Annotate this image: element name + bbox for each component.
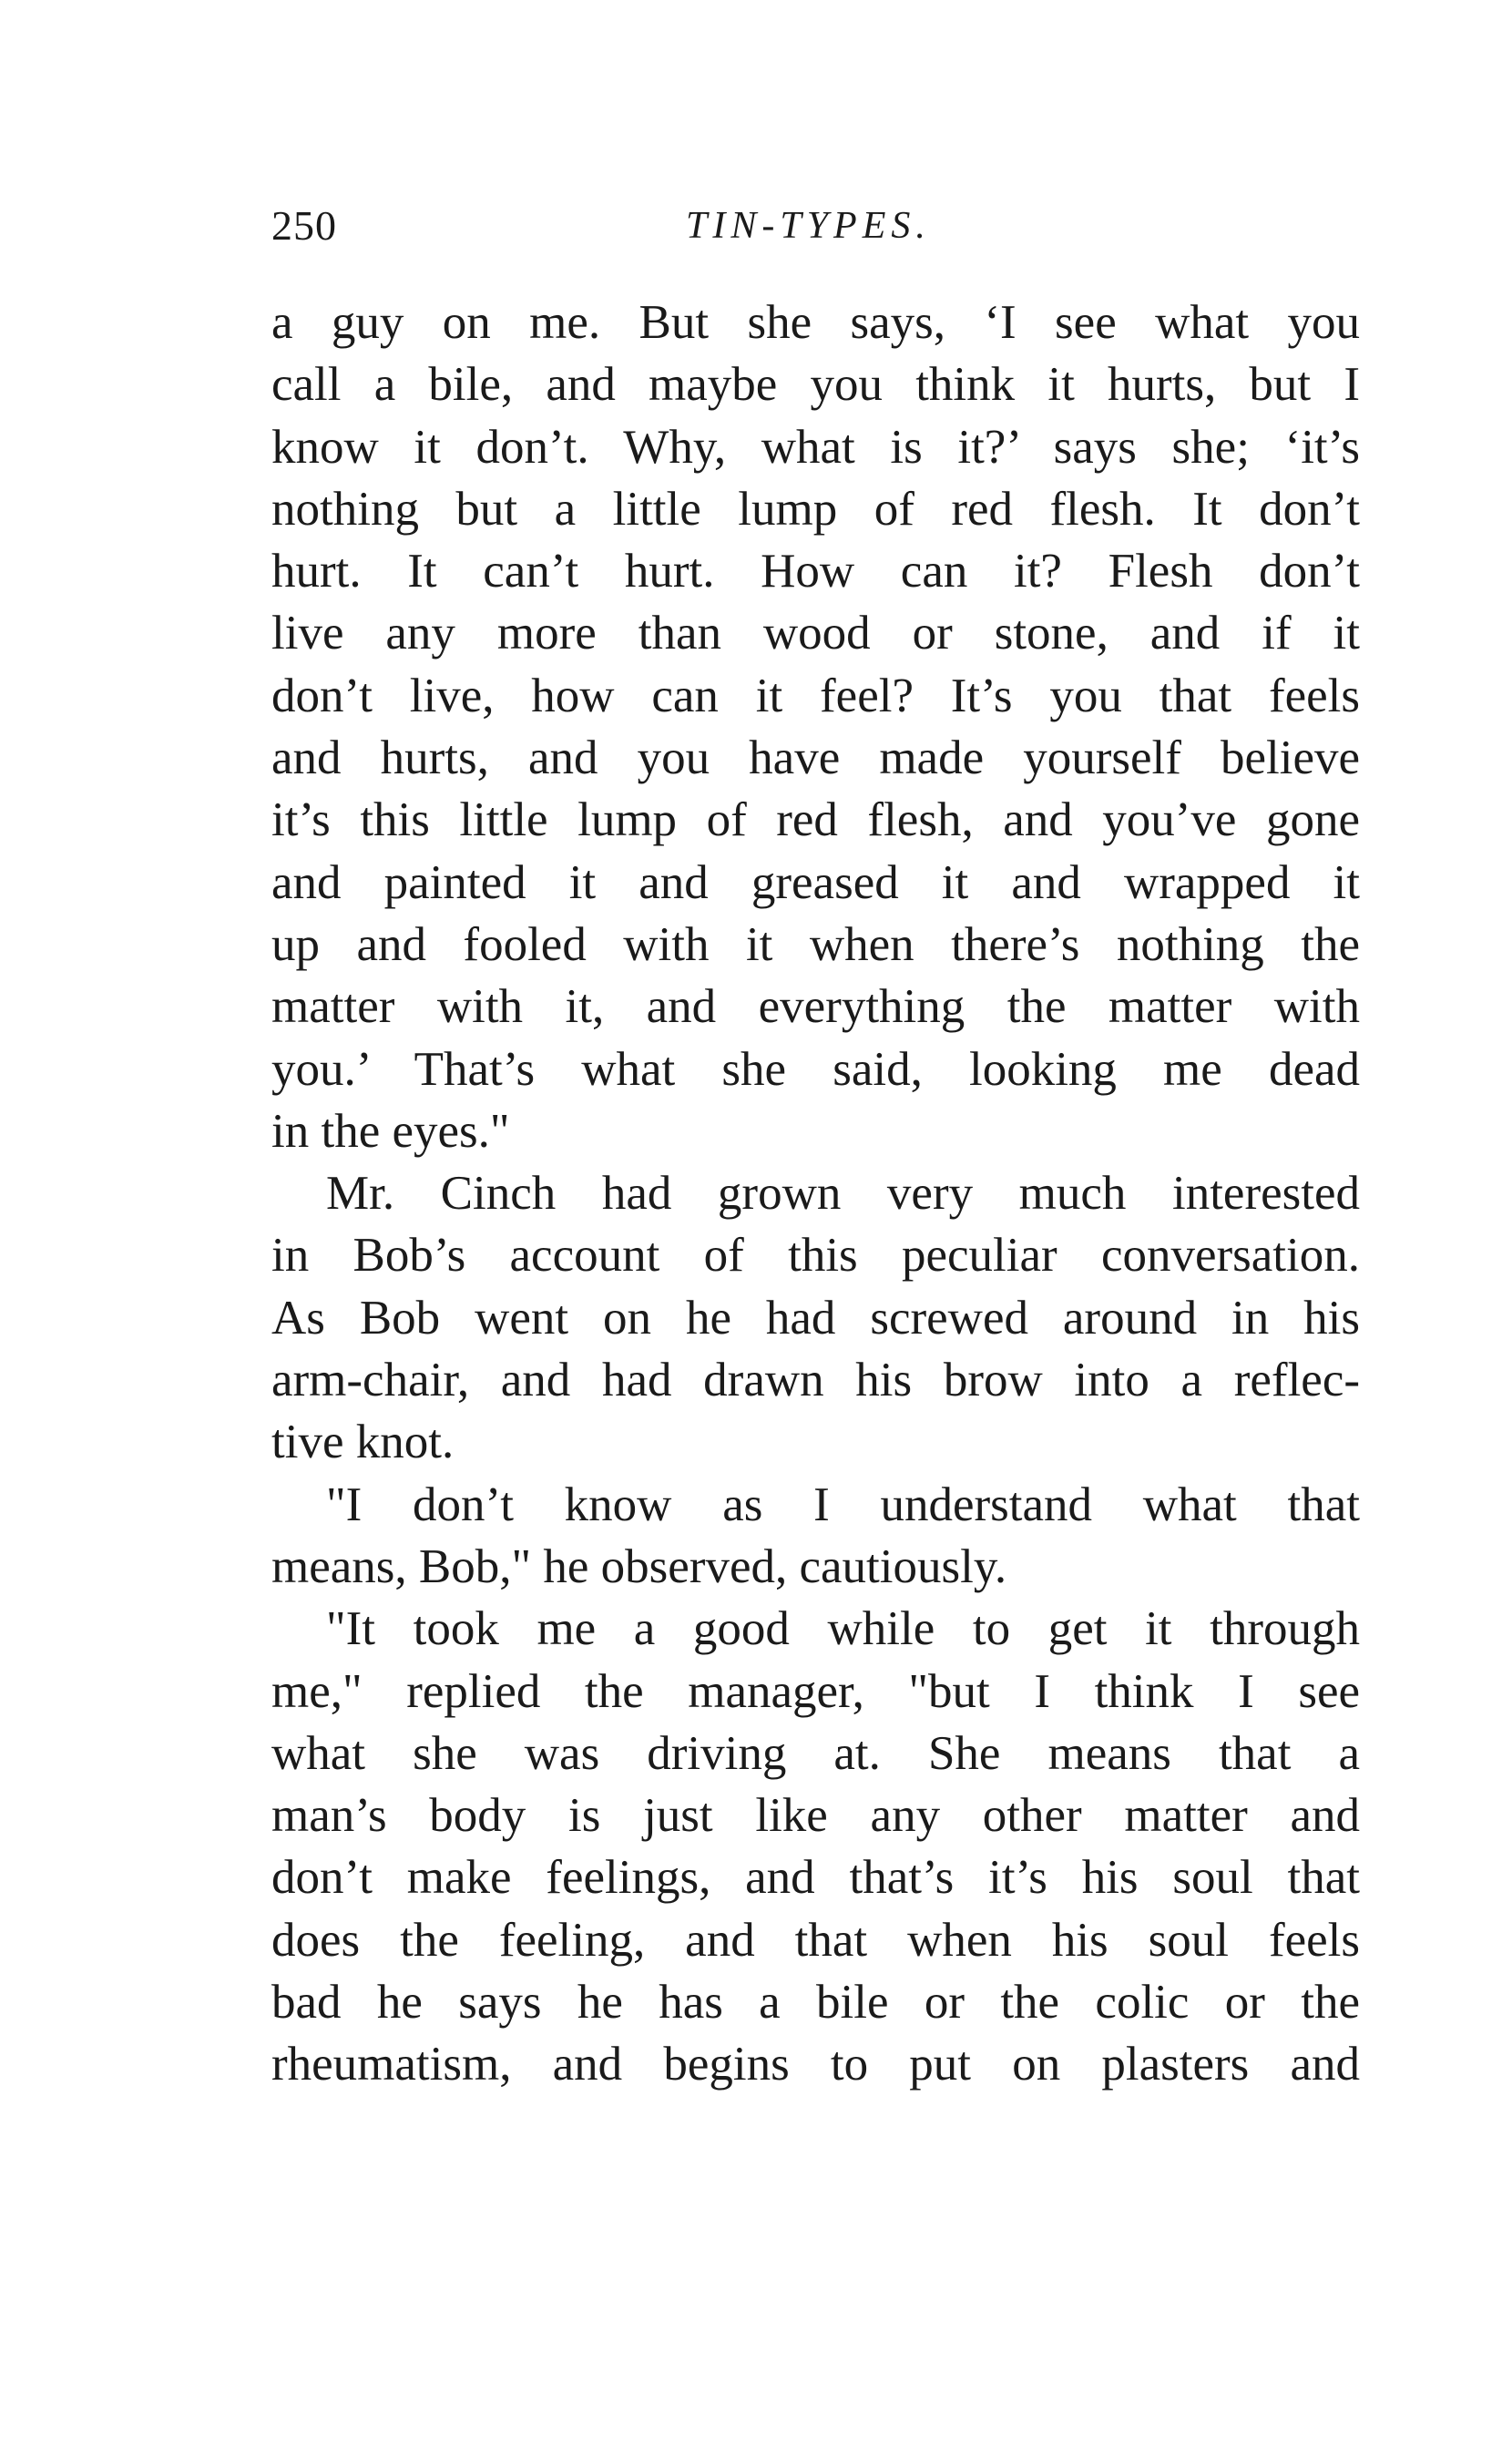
text-line: and painted it and greased it and wrapped it	[271, 855, 1360, 909]
text-line: call a bile, and maybe you think it hurts, but I	[271, 358, 1360, 412]
running-title: TIN-TYPES.	[686, 205, 931, 247]
text-line: a guy on me. But she says, ‘I see what you	[271, 296, 1360, 349]
text-line: arm-chair, and had drawn his brow into a reflec-	[271, 1354, 1360, 1407]
running-head	[271, 199, 1364, 262]
text-line: Mr. Cinch had grown very much interested	[326, 1167, 1360, 1221]
text-line: nothing but a little lump of red flesh. It don’t	[271, 482, 1360, 536]
text-line: in the eyes."	[271, 1104, 510, 1158]
text-line: "I don’t know as I understand what that	[326, 1478, 1360, 1531]
text-line: tive knot.	[271, 1416, 455, 1469]
text-line: up and fooled with it when there’s nothing the	[271, 917, 1360, 971]
body-text	[271, 291, 1360, 2096]
text-line: man’s body is just like any other matter and	[271, 1789, 1360, 1843]
text-line: hurt. It can’t hurt. How can it? Flesh don’t	[271, 545, 1360, 598]
text-line: matter with it, and everything the matter with	[271, 980, 1360, 1034]
text-line: bad he says he has a bile or the colic or the	[271, 1976, 1360, 2030]
text-line: does the feeling, and that when his soul feels	[271, 1913, 1360, 1967]
text-line: and hurts, and you have made yourself believe	[271, 731, 1360, 785]
text-line: what she was driving at. She means that a	[271, 1726, 1360, 1780]
text-line: "It took me a good while to get it through	[326, 1602, 1360, 1656]
text-line: As Bob went on he had screwed around in his	[271, 1291, 1360, 1345]
text-line: in Bob’s account of this peculiar conversation.	[271, 1229, 1360, 1283]
text-line: means, Bob," he observed, cautiously.	[271, 1539, 1007, 1593]
text-line: it’s this little lump of red flesh, and you’ve gone	[271, 793, 1360, 847]
text-line: me," replied the manager, "but I think I see	[271, 1664, 1360, 1718]
text-line: don’t live, how can it feel? It’s you that feels	[271, 669, 1360, 722]
text-line: don’t make feelings, and that’s it’s his soul that	[271, 1851, 1360, 1905]
text-line: live any more than wood or stone, and if it	[271, 607, 1360, 660]
text-line: you.’ That’s what she said, looking me dead	[271, 1042, 1360, 1096]
text-line: rheumatism, and begins to put on plasters and	[271, 2038, 1360, 2091]
text-line: know it don’t. Why, what is it?’ says she; ‘it’s	[271, 420, 1360, 474]
page-number: 250	[271, 202, 337, 249]
